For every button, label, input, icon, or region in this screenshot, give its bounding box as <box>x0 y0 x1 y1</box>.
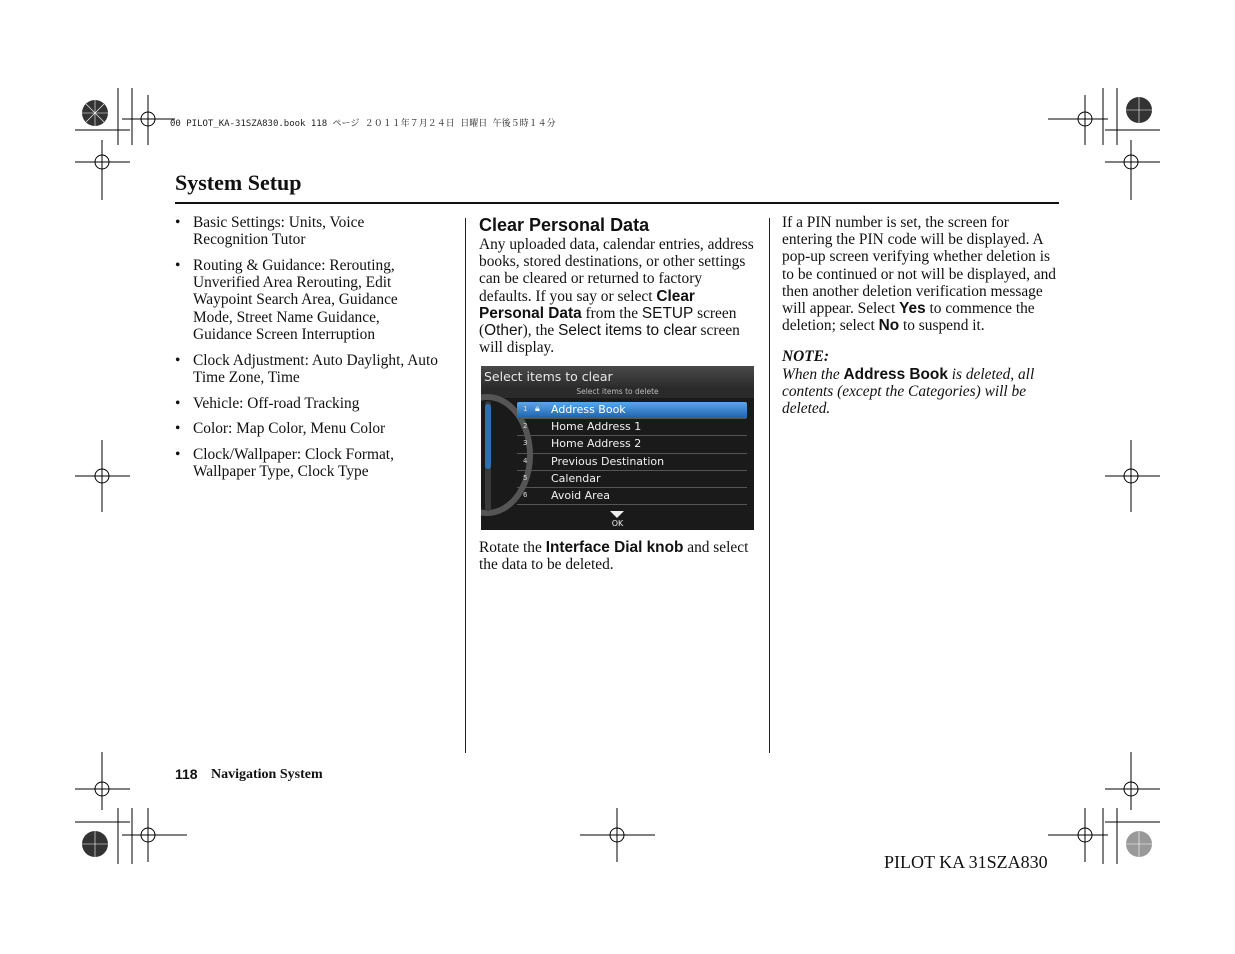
list-item: • Clock/Wallpaper: Clock Format, Wallpaper Type, Clock Type <box>175 446 440 480</box>
section-heading: Clear Personal Data <box>479 215 650 235</box>
control-term: Interface Dial knob <box>545 539 684 556</box>
menu-term: Yes <box>899 300 926 318</box>
screen-title: Select items to clear <box>484 369 613 384</box>
text-run: Any uploaded data, calendar entries, address books, stored destinations, or other settings can be cleared or returned to factory defaults. If you say or select <box>479 236 754 305</box>
select-items-screen <box>481 366 754 530</box>
crop-info-line: 00 PILOT_KA-31SZA830.book 118 ページ ２０１１年７月２４日 日曜日 午後５時１４分 <box>170 119 556 129</box>
menu-term: Address Book <box>843 365 948 383</box>
text-run: is deleted, all contents (except the Categories) will be deleted. <box>782 365 1035 418</box>
item-number: 2 <box>523 422 528 431</box>
scrollbar-thumb <box>485 404 491 469</box>
item-number: 6 <box>523 490 528 499</box>
down-arrow-icon <box>610 511 624 518</box>
text-run: and select the data to be deleted. <box>479 539 749 574</box>
item-number: 1 <box>523 405 528 413</box>
menu-term: Other <box>484 322 523 340</box>
items-list <box>517 402 747 505</box>
list-item[interactable] <box>517 488 747 505</box>
item-label: Address Book <box>551 403 626 416</box>
note-text <box>782 366 1062 418</box>
menu-term: Clear Personal Data <box>479 287 695 322</box>
list-item[interactable] <box>517 402 747 419</box>
document-code: PILOT KA 31SZA830 <box>884 852 1048 872</box>
text-run: screen will display. <box>479 322 740 357</box>
text-run: to suspend it. <box>899 317 985 335</box>
ok-button[interactable]: OK <box>611 519 624 528</box>
menu-term: No <box>878 317 900 335</box>
text-run: When the <box>782 365 844 383</box>
page-title: System Setup <box>175 170 302 195</box>
item-number: 4 <box>523 456 528 465</box>
clear-personal-data-column <box>479 214 755 356</box>
column-divider <box>769 218 770 753</box>
list-item[interactable] <box>517 471 747 488</box>
text-run: ), the <box>522 322 559 340</box>
list-item[interactable] <box>517 436 747 453</box>
list-item[interactable] <box>517 454 747 471</box>
menu-term: SETUP <box>641 304 694 322</box>
item-number: 5 <box>523 473 528 482</box>
item-number: 3 <box>523 439 528 448</box>
list-item: • Color: Map Color, Menu Color <box>175 420 440 437</box>
page-number: 118 <box>175 766 198 782</box>
item-label: Home Address 2 <box>551 437 642 451</box>
text-run: screen ( <box>479 304 737 340</box>
list-item[interactable] <box>517 419 747 436</box>
settings-list-column <box>175 214 440 489</box>
item-label: Previous Destination <box>551 454 665 468</box>
note-label: NOTE: <box>782 348 830 366</box>
item-label: Calendar <box>551 471 601 485</box>
list-item: • Vehicle: Off-road Tracking <box>175 395 440 412</box>
item-label: Avoid Area <box>551 488 610 502</box>
screen-subtitle: Select items to delete <box>481 387 754 398</box>
lock-icon: 🔒︎ <box>535 404 540 414</box>
text-run: If a PIN number is set, the screen for entering the PIN code will be displayed. A pop-up screen verifying whether deletion is to be continued or not will be displayed, and then another deletion verification message will appear. Select <box>782 214 1056 318</box>
list-item: • Routing & Guidance: Rerouting, Unverified Area Rerouting, Edit Waypoint Search Area, Guidance Mode, Street Name Guidance, Guidance Screen Interruption <box>175 257 440 343</box>
deletion-info-column <box>782 214 1062 417</box>
menu-term: Select items to clear <box>558 322 697 340</box>
title-rule <box>175 202 1059 204</box>
footer-section: Navigation System <box>211 767 323 782</box>
text-run: from the <box>581 304 642 322</box>
list-item: • Basic Settings: Units, Voice Recognition Tutor <box>175 214 440 248</box>
list-item: • Clock Adjustment: Auto Daylight, Auto Time Zone, Time <box>175 352 440 386</box>
settings-list <box>175 214 440 481</box>
pin-paragraph <box>782 214 1062 334</box>
instruction-paragraph <box>479 539 755 573</box>
intro-paragraph <box>479 236 755 356</box>
text-run: to commence the deletion; select <box>782 300 1035 335</box>
text-run: Rotate the <box>479 539 546 556</box>
item-label: Home Address 1 <box>551 420 642 434</box>
column-divider <box>465 218 466 753</box>
